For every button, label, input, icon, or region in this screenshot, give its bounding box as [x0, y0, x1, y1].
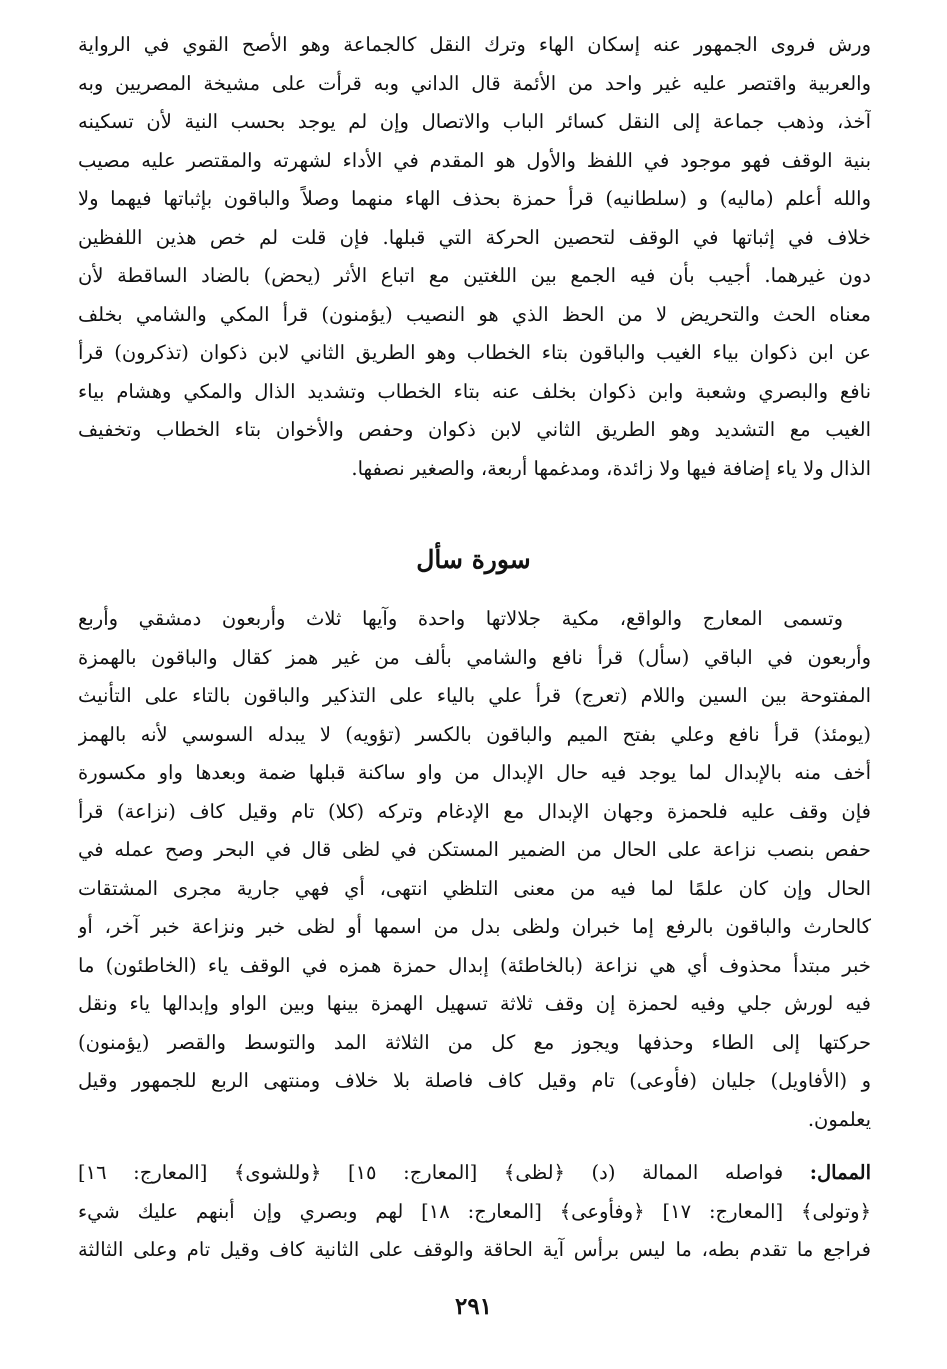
text-line: دون غيرهما. أجيب بأن فيه الجمع بين اللغتين مع اتباع الأثر (يحض) بالضاد الساقطة لأن — [78, 264, 871, 287]
text-line: والعربية واقتصر عليه غير واحد من الأئمة قال الداني وبه قرأت على مشيخة المصريين وبه — [78, 71, 871, 95]
text-line: عن ابن ذكوان بياء الغيب والباقون بتاء الخطاب وهو الطريق الثاني لابن ذكوان (تذكرون) قرأ — [78, 341, 871, 364]
text-line: فيه لورش جلي وفيه لحمزة إن وقف ثلاثة تسهيل الهمزة بينها وبين الواو وإبدالها ياء ونقل — [78, 992, 871, 1015]
text-line: ورش فروى الجمهور عنه إسكان الهاء وترك النقل كالجماعة وهو الأصح القوي في الرواية — [78, 33, 871, 56]
text-line: بنية الوقف فهو موجود في اللفظ والأول هو المقدم في الأداء لشهرته والمقتصر عليه مصيب — [78, 148, 871, 172]
top-paragraph — [78, 26, 871, 488]
text-line: حفص بنصب نزاعة على الحال من الضمير المستكن في لظى قال في البحر وصح عمله في — [78, 838, 871, 861]
text-line: آخذ، وذهب جماعة إلى النقل كسائر الباب والاتصال وإن لم يوجد بحسب النية لأن تسكينه — [78, 110, 871, 133]
text-line: وأربعون في الباقي (سأل) قرأ نافع والشامي بألف من غير همز كقال والباقون بالهمزة — [78, 645, 871, 669]
text-line — [78, 1154, 871, 1193]
sura-heading: سورة سأل — [416, 545, 531, 574]
text-line: نافع والبصري وشعبة وابن ذكوان بخلف عنه بتاء الخطاب وتشديد الذال والمكي وهشام بياء — [78, 379, 871, 403]
text-line: فراجع ما تقدم بطه، ما ليس برأس آية الحاقة والوقف على الثانية كاف وقيل تام وعلى الثالثة — [78, 1238, 871, 1261]
text-line: و (الأفاويل) جليان (فأوعى) تام وقيل كاف فاصلة بلا خلاف ومنتهى الربع للجمهور وقيل — [78, 1069, 871, 1092]
text-line: المفتوحة بين السين واللام (تعرج) قرأ علي بالياء على التذكير والباقون بالتاء على التأنيث — [78, 684, 871, 707]
text-line: الحال وإن كان علمًا لما فيه من معنى التلظي انتهى، أي فهي جارية مجرى المشتقات — [78, 876, 871, 900]
text-line: الذال ولا ياء إضافة فيها ولا زائدة، ومدغمها أربعة، والصغير نصفها. — [351, 456, 871, 480]
text-line: يعلمون. — [807, 1107, 871, 1131]
text-line: معناه الحث والتحريض لا من الحظ الذي هو النصيب (يؤمنون) قرأ المكي والشامي بخلف — [78, 302, 871, 326]
text-line: كالحارث والباقون بالرفع إما خبران ولظى بدل من اسمها أو لظى خبر ونزاعة خبر آخر، أو — [78, 915, 871, 938]
text-line: حركتها إلى الطاء وحذفها ويجوز مع كل من الثلاثة المد والتوسط والقصر (يؤمنون) — [78, 1030, 871, 1054]
text-line: والله أعلم (ماليه) و (سلطانيه) قرأ حمزة بحذف الهاء منهما وصلاً والباقون بإثباتها فيهما ولا — [78, 187, 871, 210]
text-line: فإن وقف عليه فلحمزة وجهان الإبدال مع الإدغام وتركه (كلا) تام وقيل كاف (نزاعة) قرأ — [78, 799, 871, 823]
sura-paragraph — [78, 600, 871, 1139]
text-line: أخف منه بالإبدال لما يوجد فيه حال الإبدال من واو ساكنة قبلها ضمة وبعدها واو مكسورة — [78, 761, 871, 784]
text-line: الغيب مع التشديد وهو الطريق الثاني لابن ذكوان وحفص والأخوان بتاء الخطاب وتخفيف — [78, 418, 871, 441]
text-line: وتسمى المعارج والواقع، مكية جلالاتها واحدة وآيها ثلاث وأربعون دمشقي وأربع — [78, 607, 843, 630]
notes-paragraph — [78, 1154, 871, 1270]
page-number: ٢٩١ — [454, 1293, 493, 1320]
text-line: خبر مبتدأ محذوف أي هي نزاعة (بالخاطئة) إبدال حمزة همزه في الوقف ياء (الخاطئون) ما — [78, 953, 871, 977]
text-line: ﴿وتولى﴾ [المعارج: ١٧] ﴿وفأوعى﴾ [المعارج: ١٨] لهم وبصري وإن أبنهم عليك شيء — [78, 1199, 871, 1223]
text-line: (يومئذ) قرأ نافع وعلي بفتح الميم والباقون بالكسر (تؤويه) لا يبدله السوسي لأنه بالهمز — [78, 722, 871, 746]
notes-label: الممال: — [809, 1161, 871, 1184]
notes-line-text: فواصله الممالة (د) ﴿لظى﴾ [المعارج: ١٥] ﴿وللشوى﴾ [المعارج: ١٦] — [78, 1161, 784, 1184]
text-line: خلاف في إثباتها في الوقف لتحصين الحركة التي قبلها. فإن قلت لم خص هذين اللفظين — [78, 225, 871, 249]
